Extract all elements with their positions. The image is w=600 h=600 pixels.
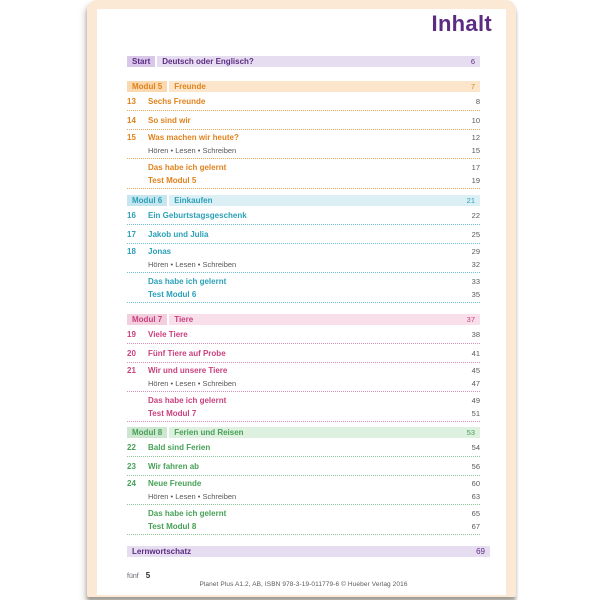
review-page: 17	[471, 162, 480, 172]
lernwortschatz-title: Lernwortschatz	[132, 547, 192, 556]
review-title: Das habe ich gelernt	[148, 162, 227, 172]
lesson-number: 17	[127, 229, 136, 239]
lesson-number: 24	[127, 479, 136, 488]
lesson-number: 22	[127, 442, 136, 452]
skills-line: Hören • Lesen • Schreiben	[148, 260, 237, 269]
lesson-row	[127, 457, 480, 476]
test-page: 67	[471, 521, 480, 531]
module-section-6	[127, 195, 480, 303]
lesson-title: Jakob und Julia	[148, 229, 209, 239]
module-label: Modul 6	[127, 195, 167, 206]
lesson-page: 41	[471, 348, 480, 358]
module-header	[127, 81, 480, 92]
lesson-row	[127, 344, 480, 363]
test-title: Test Modul 6	[148, 289, 197, 299]
lesson-title: Wir und unsere Tiere	[148, 366, 228, 375]
lesson-page: 25	[471, 229, 480, 239]
lernwortschatz-page: 69	[476, 547, 485, 556]
test-row	[127, 174, 480, 186]
lesson-title: Fünf Tiere auf Probe	[148, 348, 226, 358]
module-section-5	[127, 81, 480, 189]
lernwortschatz-row	[127, 546, 490, 557]
lesson-page: 22	[471, 210, 480, 220]
lesson-row	[127, 325, 480, 344]
lesson-number: 14	[127, 115, 136, 125]
module-header	[127, 314, 480, 325]
module-label: Modul 7	[127, 314, 167, 325]
module-header-body	[169, 427, 480, 438]
folio-word: fünf	[127, 573, 139, 580]
module-extras	[127, 392, 480, 422]
module-header-body	[169, 81, 480, 92]
lesson-title: Was machen wir heute?	[148, 133, 239, 142]
skills-page: 47	[471, 379, 480, 388]
lesson-title: Jonas	[148, 247, 172, 256]
skills-page: 63	[471, 492, 480, 501]
lesson-number: 20	[127, 348, 136, 358]
page-title: Inhalt	[431, 11, 492, 36]
module-page: 7	[470, 82, 475, 91]
module-label: Modul 5	[127, 81, 167, 92]
lesson-title: Ein Geburtstagsgeschenk	[148, 210, 247, 220]
module-header	[127, 427, 480, 438]
lesson-row	[127, 111, 480, 130]
skills-line: Hören • Lesen • Schreiben	[148, 146, 237, 155]
review-row	[127, 507, 480, 519]
test-row	[127, 407, 480, 419]
test-page: 19	[471, 175, 480, 185]
skills-page: 15	[471, 146, 480, 155]
lesson-title: So sind wir	[148, 115, 191, 125]
module-page: 37	[466, 315, 475, 324]
lesson-page: 60	[471, 479, 480, 488]
module-title: Einkaufen	[174, 196, 213, 205]
lesson-row-with-skills	[127, 130, 480, 159]
start-row-page: 6	[470, 57, 475, 66]
test-page: 35	[471, 289, 480, 299]
lesson-page: 29	[471, 247, 480, 256]
module-header-body	[169, 195, 480, 206]
review-page: 65	[471, 508, 480, 518]
toc-page	[97, 9, 506, 595]
lesson-row	[127, 438, 480, 457]
module-extras	[127, 159, 480, 189]
test-row	[127, 520, 480, 532]
test-title: Test Modul 5	[148, 175, 197, 185]
test-title: Test Modul 7	[148, 408, 197, 418]
lesson-title: Bald sind Ferien	[148, 442, 211, 452]
module-title: Tiere	[174, 315, 194, 324]
lesson-number: 21	[127, 366, 136, 375]
start-row-label: Start	[127, 56, 155, 67]
lesson-row	[127, 92, 480, 111]
review-row	[127, 394, 480, 406]
book-cover-edge	[87, 0, 516, 597]
module-section-8	[127, 427, 480, 535]
lesson-title: Sechs Freunde	[148, 96, 206, 106]
lesson-page: 56	[471, 461, 480, 471]
skills-line: Hören • Lesen • Schreiben	[148, 492, 237, 501]
lesson-number: 18	[127, 247, 136, 256]
lesson-row-with-skills	[127, 363, 480, 392]
test-row	[127, 288, 480, 300]
lesson-title: Viele Tiere	[148, 329, 188, 339]
module-extras	[127, 273, 480, 303]
module-label: Modul 8	[127, 427, 167, 438]
review-title: Das habe ich gelernt	[148, 508, 227, 518]
lesson-row	[127, 225, 480, 244]
review-row	[127, 275, 480, 287]
module-extras	[127, 505, 480, 535]
lesson-row-with-skills	[127, 476, 480, 505]
lesson-row-with-skills	[127, 244, 480, 273]
page-folio	[127, 571, 480, 580]
start-row-body	[157, 56, 480, 67]
lesson-title: Neue Freunde	[148, 479, 202, 488]
test-page: 51	[471, 408, 480, 418]
review-title: Das habe ich gelernt	[148, 395, 227, 405]
lesson-page: 54	[471, 442, 480, 452]
lesson-number: 16	[127, 210, 136, 220]
module-header-body	[169, 314, 480, 325]
module-page: 53	[466, 428, 475, 437]
folio-number: 5	[145, 571, 151, 580]
lesson-page: 8	[475, 96, 480, 106]
review-page: 33	[471, 276, 480, 286]
lesson-number: 23	[127, 461, 136, 471]
skills-line: Hören • Lesen • Schreiben	[148, 379, 237, 388]
lesson-number: 19	[127, 329, 136, 339]
lesson-page: 38	[471, 329, 480, 339]
module-section-7	[127, 314, 480, 422]
review-row	[127, 161, 480, 173]
lesson-number: 13	[127, 96, 136, 106]
imprint-line: Planet Plus A1.2, AB, ISBN 978-3-19-011779-6 © Hueber Verlag 2016	[199, 581, 408, 588]
module-header	[127, 195, 480, 206]
skills-page: 32	[471, 260, 480, 269]
start-row	[127, 56, 480, 67]
test-title: Test Modul 8	[148, 521, 197, 531]
lesson-row	[127, 206, 480, 225]
lesson-title: Wir fahren ab	[148, 461, 200, 471]
start-row-title: Deutsch oder Englisch?	[162, 57, 254, 66]
lesson-page: 10	[471, 115, 480, 125]
lesson-number: 15	[127, 133, 136, 142]
lesson-page: 12	[471, 133, 480, 142]
module-title: Ferien und Reisen	[174, 428, 244, 437]
review-page: 49	[471, 395, 480, 405]
lesson-page: 45	[471, 366, 480, 375]
module-title: Freunde	[174, 82, 206, 91]
module-page: 21	[466, 196, 475, 205]
review-title: Das habe ich gelernt	[148, 276, 227, 286]
